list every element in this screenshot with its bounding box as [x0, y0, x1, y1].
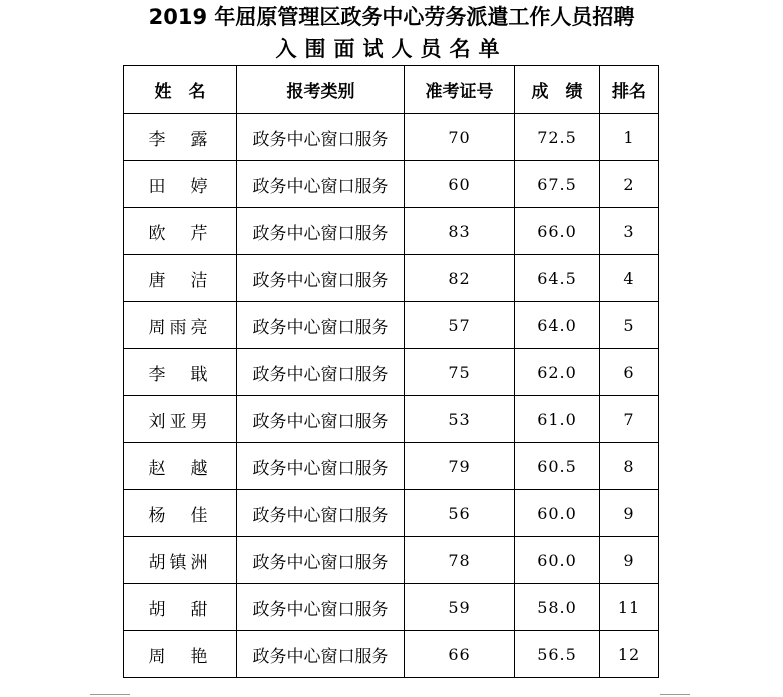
table-row: [124, 349, 659, 396]
cell-score: 60.0: [515, 537, 600, 584]
cell-name: 赵 越: [124, 443, 237, 490]
cell-exam-id: 60: [405, 161, 515, 208]
cell-rank: 6: [600, 349, 659, 396]
cell-exam-id: 83: [405, 208, 515, 255]
cell-name: 田 婷: [124, 161, 237, 208]
table-row: [124, 631, 659, 678]
cell-rank: 3: [600, 208, 659, 255]
cell-rank: 11: [600, 584, 659, 631]
cell-name: 胡 甜: [124, 584, 237, 631]
cell-category: 政务中心窗口服务: [237, 490, 405, 537]
cell-category: 政务中心窗口服务: [237, 443, 405, 490]
cell-rank: 9: [600, 537, 659, 584]
table-row: [124, 161, 659, 208]
cell-name: 周雨亮: [124, 302, 237, 349]
table-row: [124, 537, 659, 584]
table-row: [124, 114, 659, 161]
cell-rank: 8: [600, 443, 659, 490]
cell-rank: 7: [600, 396, 659, 443]
cell-name: 李 戢: [124, 349, 237, 396]
cell-category: 政务中心窗口服务: [237, 255, 405, 302]
cell-score: 58.0: [515, 584, 600, 631]
header-name: 姓 名: [124, 66, 237, 114]
cell-category: 政务中心窗口服务: [237, 631, 405, 678]
cell-score: 64.5: [515, 255, 600, 302]
cell-exam-id: 79: [405, 443, 515, 490]
candidates-table: [123, 65, 659, 678]
cell-category: 政务中心窗口服务: [237, 537, 405, 584]
cell-name: 杨 佳: [124, 490, 237, 537]
cell-exam-id: 59: [405, 584, 515, 631]
cell-exam-id: 82: [405, 255, 515, 302]
cell-category: 政务中心窗口服务: [237, 161, 405, 208]
table-row: [124, 443, 659, 490]
table-row: [124, 208, 659, 255]
table-header-row: [124, 66, 659, 114]
header-score: 成 绩: [515, 66, 600, 114]
table-row: [124, 302, 659, 349]
cell-score: 72.5: [515, 114, 600, 161]
cell-category: 政务中心窗口服务: [237, 114, 405, 161]
cell-score: 60.0: [515, 490, 600, 537]
header-exam-id: 准考证号: [405, 66, 515, 114]
cell-category: 政务中心窗口服务: [237, 208, 405, 255]
cell-score: 66.0: [515, 208, 600, 255]
cell-exam-id: 70: [405, 114, 515, 161]
table-row: [124, 584, 659, 631]
cell-rank: 4: [600, 255, 659, 302]
cell-rank: 1: [600, 114, 659, 161]
cell-rank: 2: [600, 161, 659, 208]
document-title-line2: 入围面试人员名单: [275, 37, 508, 61]
cell-exam-id: 57: [405, 302, 515, 349]
document-title-line1: 2019 年屈原管理区政务中心劳务派遣工作人员招聘: [148, 5, 635, 29]
cell-exam-id: 78: [405, 537, 515, 584]
header-category: 报考类别: [237, 66, 405, 114]
cell-score: 67.5: [515, 161, 600, 208]
cell-rank: 5: [600, 302, 659, 349]
cell-rank: 9: [600, 490, 659, 537]
table-row: [124, 255, 659, 302]
cell-name: 胡镇洲: [124, 537, 237, 584]
cell-category: 政务中心窗口服务: [237, 584, 405, 631]
cell-exam-id: 66: [405, 631, 515, 678]
cell-score: 64.0: [515, 302, 600, 349]
cell-score: 61.0: [515, 396, 600, 443]
cell-rank: 12: [600, 631, 659, 678]
cell-name: 周 艳: [124, 631, 237, 678]
cell-exam-id: 53: [405, 396, 515, 443]
cell-score: 56.5: [515, 631, 600, 678]
cell-category: 政务中心窗口服务: [237, 349, 405, 396]
header-rank: 排名: [600, 66, 659, 114]
cell-category: 政务中心窗口服务: [237, 302, 405, 349]
cell-exam-id: 56: [405, 490, 515, 537]
cell-exam-id: 75: [405, 349, 515, 396]
cell-name: 刘亚男: [124, 396, 237, 443]
cell-category: 政务中心窗口服务: [237, 396, 405, 443]
table-row: [124, 490, 659, 537]
table-row: [124, 396, 659, 443]
cell-name: 欧 芹: [124, 208, 237, 255]
cell-name: 李 露: [124, 114, 237, 161]
cell-name: 唐 洁: [124, 255, 237, 302]
cell-score: 60.5: [515, 443, 600, 490]
cell-score: 62.0: [515, 349, 600, 396]
